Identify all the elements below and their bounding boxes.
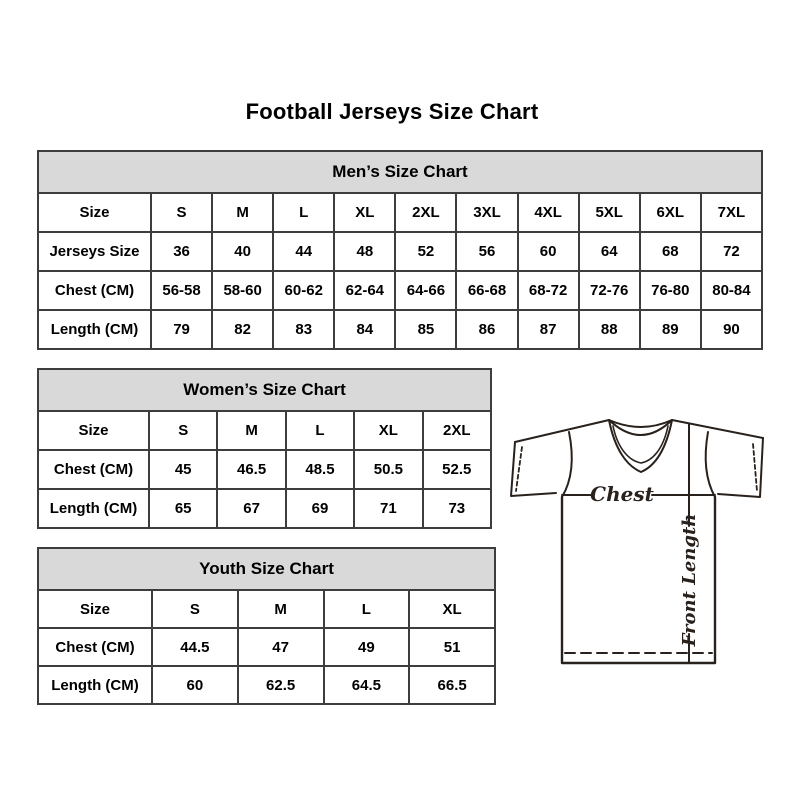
mens-value-cell: L xyxy=(273,193,334,232)
youth-value-cell: 44.5 xyxy=(152,628,238,666)
womens-value-cell: L xyxy=(286,411,354,450)
mens-row-label: Jerseys Size xyxy=(38,232,151,271)
mens-value-cell: 60-62 xyxy=(273,271,334,310)
mens-value-cell: 80-84 xyxy=(701,271,762,310)
mens-value-cell: 7XL xyxy=(701,193,762,232)
youth-value-cell: 66.5 xyxy=(409,666,495,704)
chest-label: Chest xyxy=(590,482,654,506)
mens-value-cell: S xyxy=(151,193,212,232)
mens-value-cell: 87 xyxy=(518,310,579,349)
youth-table-header xyxy=(38,548,495,590)
womens-table-title: Women’s Size Chart xyxy=(38,369,491,411)
youth-value-cell: 51 xyxy=(409,628,495,666)
womens-value-cell: 46.5 xyxy=(217,450,285,489)
mens-value-cell: 56-58 xyxy=(151,271,212,310)
womens-row-label: Length (CM) xyxy=(38,489,149,528)
mens-value-cell: 40 xyxy=(212,232,273,271)
mens-value-cell: 68-72 xyxy=(518,271,579,310)
jersey-measurement-diagram xyxy=(505,400,773,672)
mens-row xyxy=(38,232,762,271)
mens-value-cell: 62-64 xyxy=(334,271,395,310)
front-length-label: Front Length xyxy=(679,513,700,647)
womens-value-cell: 48.5 xyxy=(286,450,354,489)
mens-value-cell: 82 xyxy=(212,310,273,349)
mens-value-cell: 66-68 xyxy=(456,271,517,310)
womens-value-cell: 71 xyxy=(354,489,422,528)
mens-value-cell: 3XL xyxy=(456,193,517,232)
mens-row-label: Length (CM) xyxy=(38,310,151,349)
womens-value-cell: 2XL xyxy=(423,411,491,450)
youth-value-cell: L xyxy=(324,590,410,628)
youth-value-cell: S xyxy=(152,590,238,628)
mens-value-cell: 60 xyxy=(518,232,579,271)
womens-value-cell: 67 xyxy=(217,489,285,528)
mens-value-cell: M xyxy=(212,193,273,232)
mens-row xyxy=(38,271,762,310)
youth-value-cell: M xyxy=(238,590,324,628)
mens-row xyxy=(38,193,762,232)
mens-row-label: Chest (CM) xyxy=(38,271,151,310)
youth-row xyxy=(38,628,495,666)
mens-table-title: Men’s Size Chart xyxy=(38,151,762,193)
mens-value-cell: 56 xyxy=(456,232,517,271)
youth-row-label: Length (CM) xyxy=(38,666,152,704)
youth-value-cell: 64.5 xyxy=(324,666,410,704)
mens-value-cell: 48 xyxy=(334,232,395,271)
mens-value-cell: 2XL xyxy=(395,193,456,232)
youth-row xyxy=(38,666,495,704)
womens-value-cell: 73 xyxy=(423,489,491,528)
mens-value-cell: 79 xyxy=(151,310,212,349)
womens-size-table xyxy=(37,368,492,529)
youth-row xyxy=(38,590,495,628)
youth-value-cell: 60 xyxy=(152,666,238,704)
womens-row xyxy=(38,411,491,450)
youth-table-title: Youth Size Chart xyxy=(38,548,495,590)
womens-value-cell: M xyxy=(217,411,285,450)
womens-value-cell: XL xyxy=(354,411,422,450)
womens-row xyxy=(38,489,491,528)
mens-value-cell: 5XL xyxy=(579,193,640,232)
mens-value-cell: 86 xyxy=(456,310,517,349)
mens-value-cell: 44 xyxy=(273,232,334,271)
mens-value-cell: 72-76 xyxy=(579,271,640,310)
mens-row xyxy=(38,310,762,349)
womens-value-cell: 65 xyxy=(149,489,217,528)
womens-value-cell: 45 xyxy=(149,450,217,489)
womens-row-label: Size xyxy=(38,411,149,450)
mens-value-cell: 88 xyxy=(579,310,640,349)
mens-value-cell: 72 xyxy=(701,232,762,271)
womens-row xyxy=(38,450,491,489)
youth-value-cell: 49 xyxy=(324,628,410,666)
mens-value-cell: XL xyxy=(334,193,395,232)
mens-value-cell: 84 xyxy=(334,310,395,349)
mens-value-cell: 52 xyxy=(395,232,456,271)
mens-value-cell: 89 xyxy=(640,310,701,349)
mens-value-cell: 76-80 xyxy=(640,271,701,310)
mens-value-cell: 83 xyxy=(273,310,334,349)
womens-value-cell: 52.5 xyxy=(423,450,491,489)
mens-size-table xyxy=(37,150,763,350)
womens-table-header xyxy=(38,369,491,411)
mens-value-cell: 90 xyxy=(701,310,762,349)
jersey-collar xyxy=(609,420,672,472)
womens-value-cell: S xyxy=(149,411,217,450)
womens-value-cell: 50.5 xyxy=(354,450,422,489)
mens-value-cell: 64 xyxy=(579,232,640,271)
page-title: Football Jerseys Size Chart xyxy=(245,99,539,124)
mens-value-cell: 36 xyxy=(151,232,212,271)
youth-row-label: Size xyxy=(38,590,152,628)
youth-value-cell: XL xyxy=(409,590,495,628)
womens-value-cell: 69 xyxy=(286,489,354,528)
mens-value-cell: 4XL xyxy=(518,193,579,232)
mens-value-cell: 6XL xyxy=(640,193,701,232)
youth-value-cell: 62.5 xyxy=(238,666,324,704)
womens-row-label: Chest (CM) xyxy=(38,450,149,489)
mens-value-cell: 64-66 xyxy=(395,271,456,310)
mens-row-label: Size xyxy=(38,193,151,232)
mens-value-cell: 68 xyxy=(640,232,701,271)
youth-value-cell: 47 xyxy=(238,628,324,666)
youth-row-label: Chest (CM) xyxy=(38,628,152,666)
mens-value-cell: 58-60 xyxy=(212,271,273,310)
mens-value-cell: 85 xyxy=(395,310,456,349)
jersey-outline xyxy=(511,420,763,663)
mens-table-header xyxy=(38,151,762,193)
youth-size-table xyxy=(37,547,496,705)
